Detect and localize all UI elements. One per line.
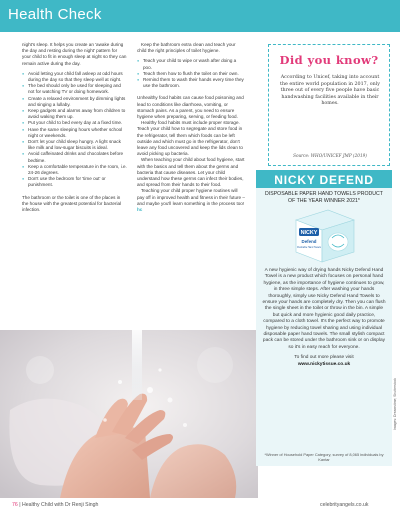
pack-brand-text: NICKY <box>300 230 318 236</box>
column1-closing: The bathroom or the toilet is one of the places in the house with the greatest potential for bacterial infection. <box>22 194 122 213</box>
did-you-know-body: According to Unicef, taking into account the entire world population in 2017, only three out of every five people have basic handwashing facilities available in their homes. <box>280 75 380 107</box>
toilet-tip: ● Teach them how to flush the toilet on their own. <box>137 71 245 77</box>
advert-find-out: To find out more please visit <box>294 355 354 361</box>
sleep-tips-list <box>22 71 127 189</box>
sleep-tip: ● Keep a comfortable temperature in the room, i.e. 24-26 degrees. <box>22 164 127 176</box>
nicky-defend-advert <box>256 170 392 466</box>
column1-intro: night's sleep. It helps you create an 'awake during the day and resting during the night' pattern for your child to fit in enough sleep at night so they can remain active during the day. <box>22 42 127 66</box>
advert-title-band <box>256 170 392 188</box>
advert-website-link[interactable]: www.nickytissue.co.uk <box>297 361 351 367</box>
toilet-tip: ● Teach your child to wipe or wash after doing a poo. <box>137 58 245 70</box>
did-you-know-box <box>268 44 390 166</box>
sleep-tip: ● Create a relaxed environment by dimming lights and singing a lullaby. <box>22 96 127 108</box>
magazine-title: Healthy Child with Dr Renji Singh <box>22 502 99 508</box>
toilet-tip: ● Remind them to wash their hands every time they use the bathroom. <box>137 77 245 89</box>
sleep-tip: ● Don't let your child sleep hungry. A light snack like milk and low-sugar biscuits is ideal. <box>22 139 127 151</box>
column2-para-4 <box>137 188 245 213</box>
column2-para-1: Unhealthy food habits can cause food poisoning and lead to conditions like diarrhoea, vomiting, or stomach pains. As a parent, you need to ensure hygiene when preparing, serving, or feeding food. <box>137 95 244 120</box>
handwashing-photo-illustration <box>0 330 258 498</box>
toilet-hygiene-list <box>137 58 245 89</box>
sleep-tip: ● Avoid caffeinated drinks and chocolates before bedtime. <box>22 151 127 163</box>
page-number: 76 <box>12 502 18 508</box>
section-header <box>0 0 400 32</box>
sleep-tip: ● Avoid letting your child fall asleep at odd hours during the day so that they sleep well at night. <box>22 71 127 83</box>
did-you-know-title: Did you know? <box>279 53 379 67</box>
pack-name-text: Defend <box>301 239 317 244</box>
column2-intro: Keep the bathroom extra clean and teach your child the right principles of toilet hygiene. <box>137 42 236 54</box>
article-column-1 <box>22 42 127 213</box>
end-mark: hc <box>137 207 143 213</box>
footer-separator: | <box>19 502 23 508</box>
did-you-know-source: Source: WHO/UNICEF JMP (2019) <box>293 153 367 158</box>
advert-subtitle: DISPOSABLE PAPER HAND TOWELS PRODUCT OF THE YEAR WINNER 2021* <box>265 191 383 204</box>
sleep-tip: ● Don't use the bedroom for 'time out' or punishment. <box>22 176 127 188</box>
sleep-tip: ● The bed should only be used for sleeping and not for watching TV or doing homework. <box>22 83 127 95</box>
column2-para-3: When teaching your child about food hygiene, start with the basics and tell them about the germs and bacteria that cause diseases. Let your child understand how these germs can infect their bodies, and spread from their hands to their food. <box>137 157 245 188</box>
footer-left <box>12 502 98 508</box>
product-pack-image <box>288 206 360 266</box>
footer-website[interactable]: celebrityangels.co.uk <box>320 502 369 508</box>
advert-brand-title: NICKY DEFEND <box>274 173 374 187</box>
sleep-tip: ● Have the same sleeping hours whether school night or weekends. <box>22 127 127 139</box>
handwashing-photo <box>0 330 258 498</box>
pack-desc-text: Flushable Hand Towels <box>297 247 321 249</box>
sleep-tip: ● Put your child to bed every day at a fixed time. <box>22 120 127 126</box>
photo-credit: Images: Dreamstime; Shutterstock <box>393 377 397 430</box>
advert-footnote: *Winner of Household Paper Category, survey of 8,065 individuals by Kantar <box>264 452 384 462</box>
advert-body <box>262 268 386 368</box>
column2-para-2: Healthy food habits must include proper storage. Teach your child how to segregate and store food in the refrigerator, tell them which foods can be left outside and which must go in the refrigerator, don't leave any food uncovered and keep the lids clean to avoid picking up bacteria. <box>137 120 243 157</box>
advert-body-text: A new hygienic way of drying hands Nicky Defend Hand Towel is a new product which focuses on personal hand hygiene, as the importance of hygiene continues to grow, in three simple steps. After washing your hands thoroughly, simply use Nicky Defend Hand Towels to ensure your hands are completely dry. Then you can flush the single sheet in the toilet or throw in the bin. A simple but quick and more hygienic good daily practice, compared to a cloth towel. It's the perfect way to promote hygiene by reducing towel sharing and using individual disposable paper hand towels. The small stylish compact pack can be stored under the bathroom sink or on display so it's in easy reach for everyone. <box>262 268 386 350</box>
column2-para-4-text: Teaching your child proper hygiene routines will pay off in improved health and fitness in their future – and maybe you'll learn something in the process too! <box>137 188 245 206</box>
article-column-2 <box>137 42 245 213</box>
sleep-tip: ● Keep gadgets and alarms away from children to avoid waking them up. <box>22 108 127 120</box>
section-title: Health Check <box>8 6 102 23</box>
